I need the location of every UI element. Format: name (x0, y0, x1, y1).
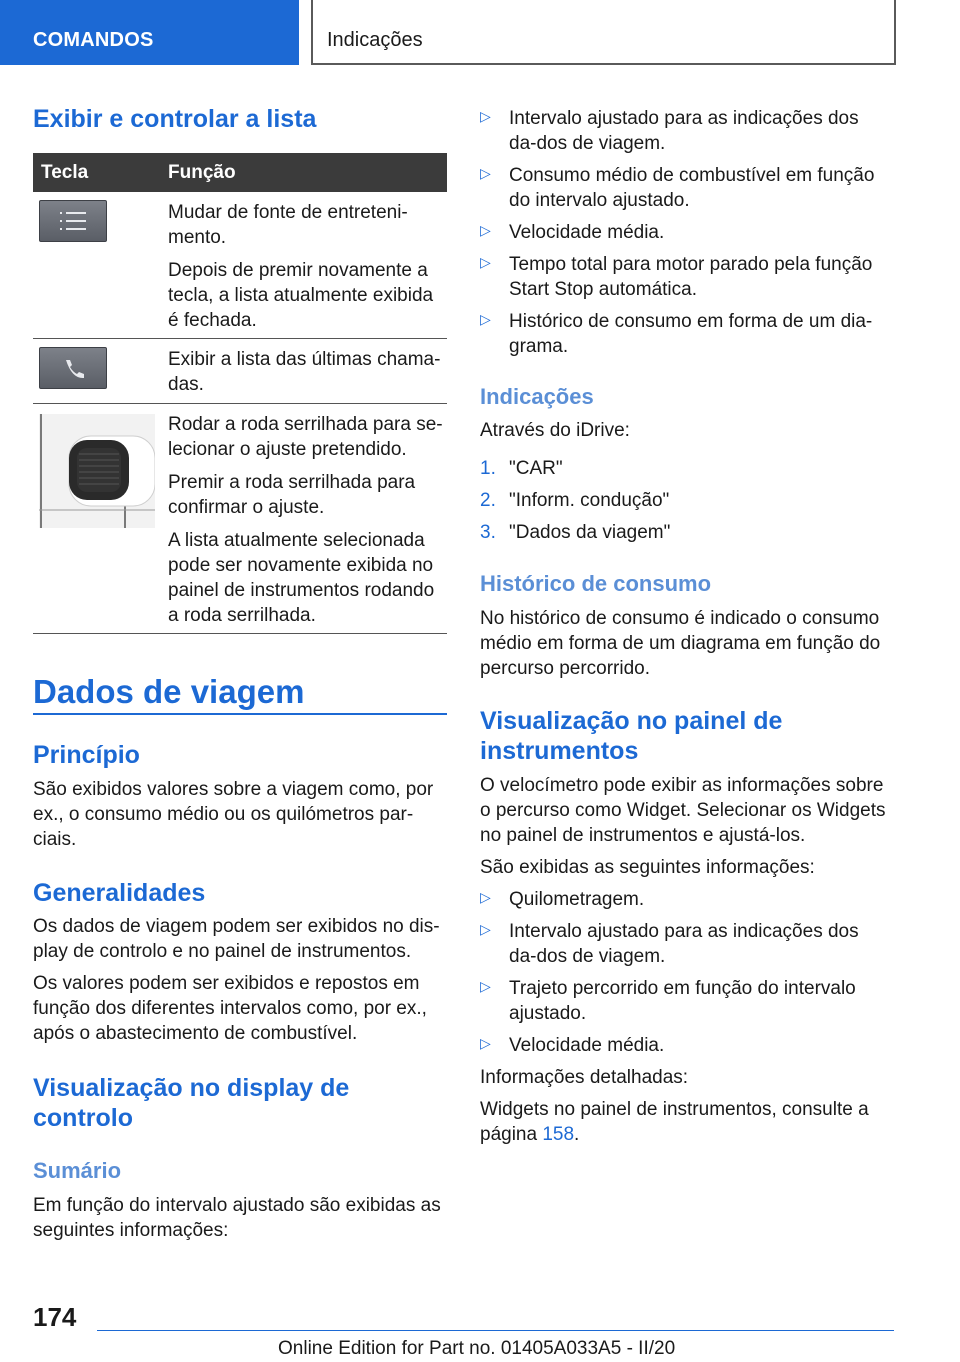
triangle-bullet-icon: ▷ (480, 254, 491, 270)
triangle-bullet-icon: ▷ (480, 921, 491, 937)
triangle-bullet-icon: ▷ (480, 165, 491, 181)
row1-text-1: Mudar de fonte de entreteni-mento. (168, 202, 408, 248)
page-number: 174 (33, 1302, 77, 1332)
summary-text: Em função do intervalo ajustado são exibidas as seguintes informações: (33, 1195, 441, 1241)
list-item: ▷ Quilometragem. (480, 889, 645, 910)
step-text: "CAR" (509, 458, 563, 479)
step-number: 1. (480, 458, 496, 479)
triangle-bullet-icon: ▷ (480, 222, 491, 238)
generalities-text-1: Os dados de viagem podem ser exibidos no dis-play de controlo e no painel de instrumentos. (33, 916, 440, 962)
col-header-key: Tecla (41, 162, 89, 183)
col-header-function: Função (168, 162, 236, 183)
table-header (33, 153, 447, 192)
heading-list-control: Exibir e controlar a lista (33, 105, 317, 133)
row3-text-2: Premir a roda serrilhada para confirmar o ajuste. (168, 472, 416, 518)
heading-rule (33, 713, 447, 715)
list-item: ▷ Velocidade média. (480, 222, 665, 243)
edition-text: Online Edition for Part no. 01405A033A5 - II/20 (278, 1338, 676, 1359)
row2-text-1: Exibir a lista das últimas chama-das. (168, 349, 441, 395)
row3-text-3: A lista atualmente selecionada pode ser novamente exibida no painel de instrumentos rodando a roda serrilhada. (168, 530, 435, 626)
heading-trip-data: Dados de viagem (33, 673, 305, 710)
triangle-bullet-icon: ▷ (480, 1035, 491, 1051)
keys-table (33, 153, 447, 634)
heading-control-display: Visualização no display de controlo (33, 1074, 350, 1132)
table-row (33, 339, 447, 404)
instrument-panel-text-1: O velocímetro pode exibir as informações sobre o percurso como Widget. Selecionar os Widgets no painel de instrumentos e ajustá-los. (480, 775, 886, 846)
topic-header: Indicações (311, 0, 896, 65)
list-item: ▷ Consumo médio de combustível em função do intervalo ajustado. (480, 165, 875, 211)
table-row (33, 192, 447, 339)
list-item: ▷ Tempo total para motor parado pela função Start Stop automática. (480, 254, 873, 300)
list-item: ▷ Intervalo ajustado para as indicações dos da-dos de viagem. (480, 921, 859, 967)
heading-instrument-panel: Visualização no painel de instrumentos (480, 707, 783, 765)
step-text: "Dados da viagem" (509, 522, 671, 543)
footer-rule (97, 1330, 894, 1331)
row3-text-1: Rodar a roda serrilhada para se-lecionar o ajuste pretendido. (168, 414, 443, 460)
list-item: ▷ Intervalo ajustado para as indicações dos da-dos de viagem. (480, 108, 859, 154)
row1-text-2: Depois de premir novamente a tecla, a lista atualmente exibida é fechada. (168, 260, 434, 331)
page-link[interactable]: 158 (542, 1124, 575, 1145)
instrument-panel-text-2: São exibidas as seguintes informações: (480, 857, 815, 878)
generalities-text-2: Os valores podem ser exibidos e repostos em função dos diferentes intervalos como, por ex., após o abastecimento de combustível. (33, 973, 427, 1044)
step-item (480, 456, 890, 481)
principle-text: São exibidos valores sobre a viagem como, por ex., o consumo médio ou os quilómetros par-ciais. (33, 779, 434, 850)
step-item (480, 520, 890, 545)
list-item: ▷ Velocidade média. (480, 1035, 665, 1056)
thumbwheel-image (39, 414, 155, 528)
heading-summary: Sumário (33, 1158, 122, 1183)
trip-info-list (480, 106, 890, 366)
step-item (480, 488, 890, 513)
indications-intro: Através do iDrive: (480, 420, 630, 441)
heading-indications: Indicações (480, 384, 594, 409)
table-row (33, 404, 447, 634)
triangle-bullet-icon: ▷ (480, 978, 491, 994)
heading-consumption-history: Histórico de consumo (480, 571, 712, 596)
detail-text: Widgets no painel de instrumentos, consulte a página 158. (480, 1099, 869, 1145)
list-item: ▷ Trajeto percorrido em função do intervalo ajustado. (480, 978, 856, 1024)
step-number: 2. (480, 490, 496, 511)
triangle-bullet-icon: ▷ (480, 311, 491, 327)
consumption-history-text: No histórico de consumo é indicado o consumo médio em forma de um diagrama em função do percurso percorrido. (480, 608, 881, 679)
heading-generalities: Generalidades (33, 879, 206, 907)
detail-label: Informações detalhadas: (480, 1067, 689, 1088)
step-text: "Inform. condução" (509, 490, 670, 511)
heading-principle: Princípio (33, 741, 140, 769)
section-tab: COMANDOS (0, 0, 299, 65)
menu-list-icon (39, 200, 107, 242)
phone-icon (39, 347, 107, 389)
list-item: ▷ Histórico de consumo em forma de um dia-grama. (480, 311, 873, 357)
triangle-bullet-icon: ▷ (480, 889, 491, 905)
step-number: 3. (480, 522, 496, 543)
triangle-bullet-icon: ▷ (480, 108, 491, 124)
